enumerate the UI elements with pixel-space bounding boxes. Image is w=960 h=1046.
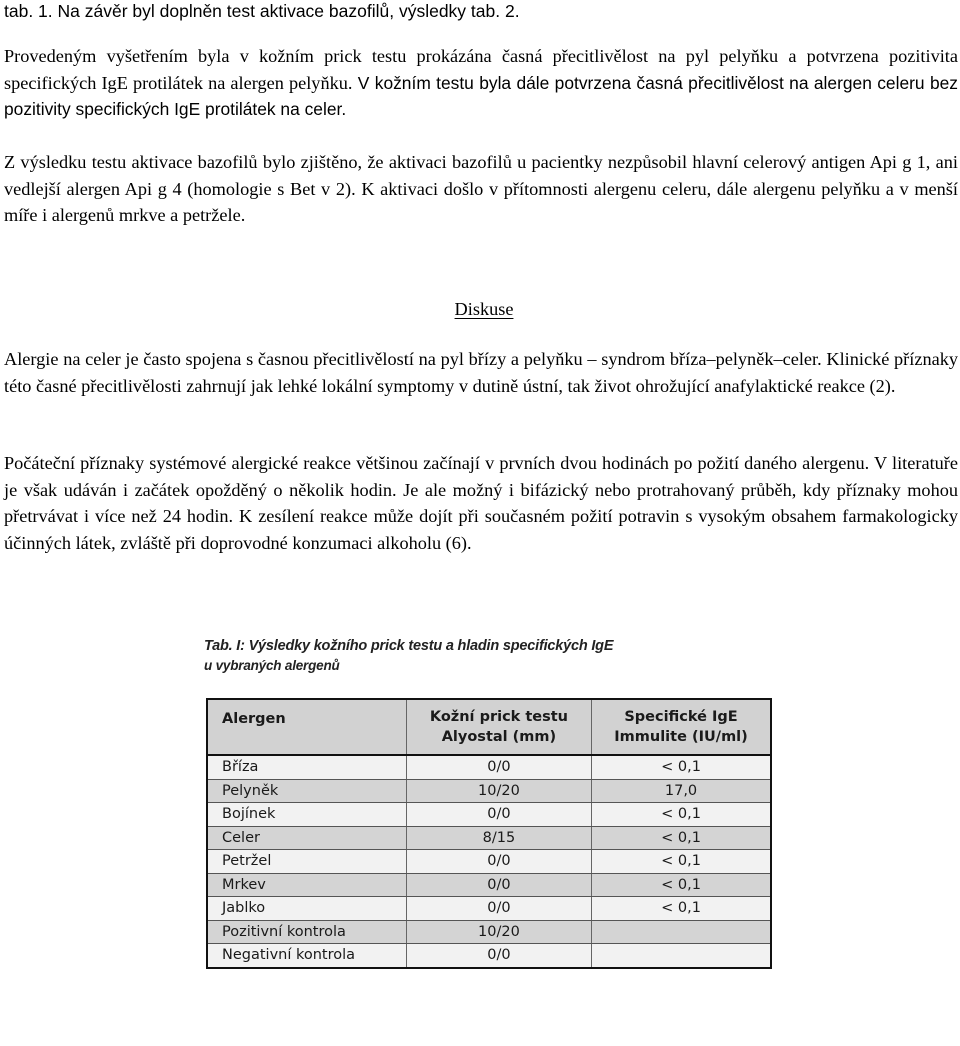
paragraph-basophil-part1: Z výsledku testu aktivace bazofilů bylo zjištěno, že aktivaci bazofilů u pacientky nezpůsobil hlavní celerový antigen Api g 1, ani vedlejší alergen Api g 4 (homologie s Bet v 2).	[4, 152, 958, 199]
paragraph-basophil-test	[4, 149, 958, 229]
cell-ige: < 0,1	[592, 803, 771, 827]
table-row	[207, 850, 771, 874]
cell-ige: < 0,1	[592, 897, 771, 921]
table-row	[207, 755, 771, 779]
table-row	[207, 826, 771, 850]
cell-alergen: Celer	[207, 826, 406, 850]
cell-prick: 8/15	[406, 826, 591, 850]
results-table	[206, 698, 772, 969]
header-prick-line1: Kožní prick testu	[429, 709, 569, 725]
cell-alergen: Bříza	[207, 755, 406, 779]
results-table-figure	[204, 636, 774, 1046]
cell-alergen: Jablko	[207, 897, 406, 921]
header-ige-line2: Immulite (IU/ml)	[614, 729, 748, 745]
cell-ige: < 0,1	[592, 873, 771, 897]
document-page	[4, 0, 958, 553]
paragraph-skin-test-part2: V kožním testu byla dále potvrzena časná přecitlivělost na alergen celeru bez pozitivity specifických IgE protilátek na celer.	[4, 72, 958, 119]
header-prick-line2: Alyostal (mm)	[441, 729, 557, 745]
cell-prick: 0/0	[406, 944, 591, 968]
cell-ige: < 0,1	[592, 850, 771, 874]
cell-ige: < 0,1	[592, 755, 771, 779]
cell-alergen: Pozitivní kontrola	[207, 920, 406, 944]
cell-prick: 0/0	[406, 803, 591, 827]
table-row	[207, 873, 771, 897]
cell-prick: 0/0	[406, 850, 591, 874]
table-header-row	[207, 699, 771, 755]
table-row	[207, 779, 771, 803]
table-caption	[204, 636, 774, 676]
table-row	[207, 897, 771, 921]
cell-alergen: Mrkev	[207, 873, 406, 897]
cell-ige	[592, 920, 771, 944]
header-prick-test	[406, 699, 591, 755]
cell-prick: 0/0	[406, 873, 591, 897]
paragraph-discussion-1: Alergie na celer je často spojena s časnou přecitlivělostí na pyl břízy a pelyňku – syndrom bříza–pelyněk–celer. Klinické příznaky této časné přecitlivělosti zahrnují jak lehké lokální symptomy v dutině ústní, tak život ohrožující anafylaktické reakce (2).	[4, 349, 958, 396]
section-heading-diskuse: Diskuse	[454, 299, 514, 319]
cell-alergen: Negativní kontrola	[207, 944, 406, 968]
cell-alergen: Petržel	[207, 850, 406, 874]
cell-prick: 0/0	[406, 897, 591, 921]
table-caption-line1: Tab. I: Výsledky kožního prick testu a hladin specifických IgE	[204, 638, 614, 654]
table-row	[207, 803, 771, 827]
cell-prick: 10/20	[406, 779, 591, 803]
cell-ige: 17,0	[592, 779, 771, 803]
header-alergen: Alergen	[207, 699, 406, 755]
table-row	[207, 920, 771, 944]
cell-prick: 0/0	[406, 755, 591, 779]
cell-ige	[592, 944, 771, 968]
paragraph-skin-test	[4, 43, 958, 123]
table-caption-line2: u vybraných alergenů	[204, 658, 340, 673]
cell-alergen: Bojínek	[207, 803, 406, 827]
cell-prick: 10/20	[406, 920, 591, 944]
cell-ige: < 0,1	[592, 826, 771, 850]
cell-alergen: Pelyněk	[207, 779, 406, 803]
intro-line: tab. 1. Na závěr byl doplněn test aktivace bazofilů, výsledky tab. 2.	[4, 1, 520, 21]
header-ige-line1: Specifické IgE	[624, 709, 738, 725]
table-row	[207, 944, 771, 968]
header-specific-ige	[592, 699, 771, 755]
paragraph-basophil-part2: K aktivaci došlo v přítomnosti alergenu celeru, dále alergenu pelyňku a v menší míře i alergenů mrkve a petržele.	[4, 178, 958, 225]
paragraph-skin-test-part1: Provedeným vyšetřením byla v kožním prick testu prokázána časná přecitlivělost na pyl pelyňku a potvrzena pozitivita specifických IgE protilátek na alergen pelyňku.	[4, 46, 958, 93]
paragraph-discussion-2: Počáteční příznaky systémové alergické reakce většinou začínají v prvních dvou hodinách po požití daného alergenu. V literatuře je však udáván i začátek opožděný o několik hodin. Je ale možný i bifázický nebo protrahovaný průběh, kdy příznaky mohou přetrvávat i více než 24 hodin. K zesílení reakce může dojít při současném požití potravin s vysokým obsahem farmakologicky účinných látek, zvláště při doprovodné konzumaci alkoholu (6).	[4, 453, 958, 553]
